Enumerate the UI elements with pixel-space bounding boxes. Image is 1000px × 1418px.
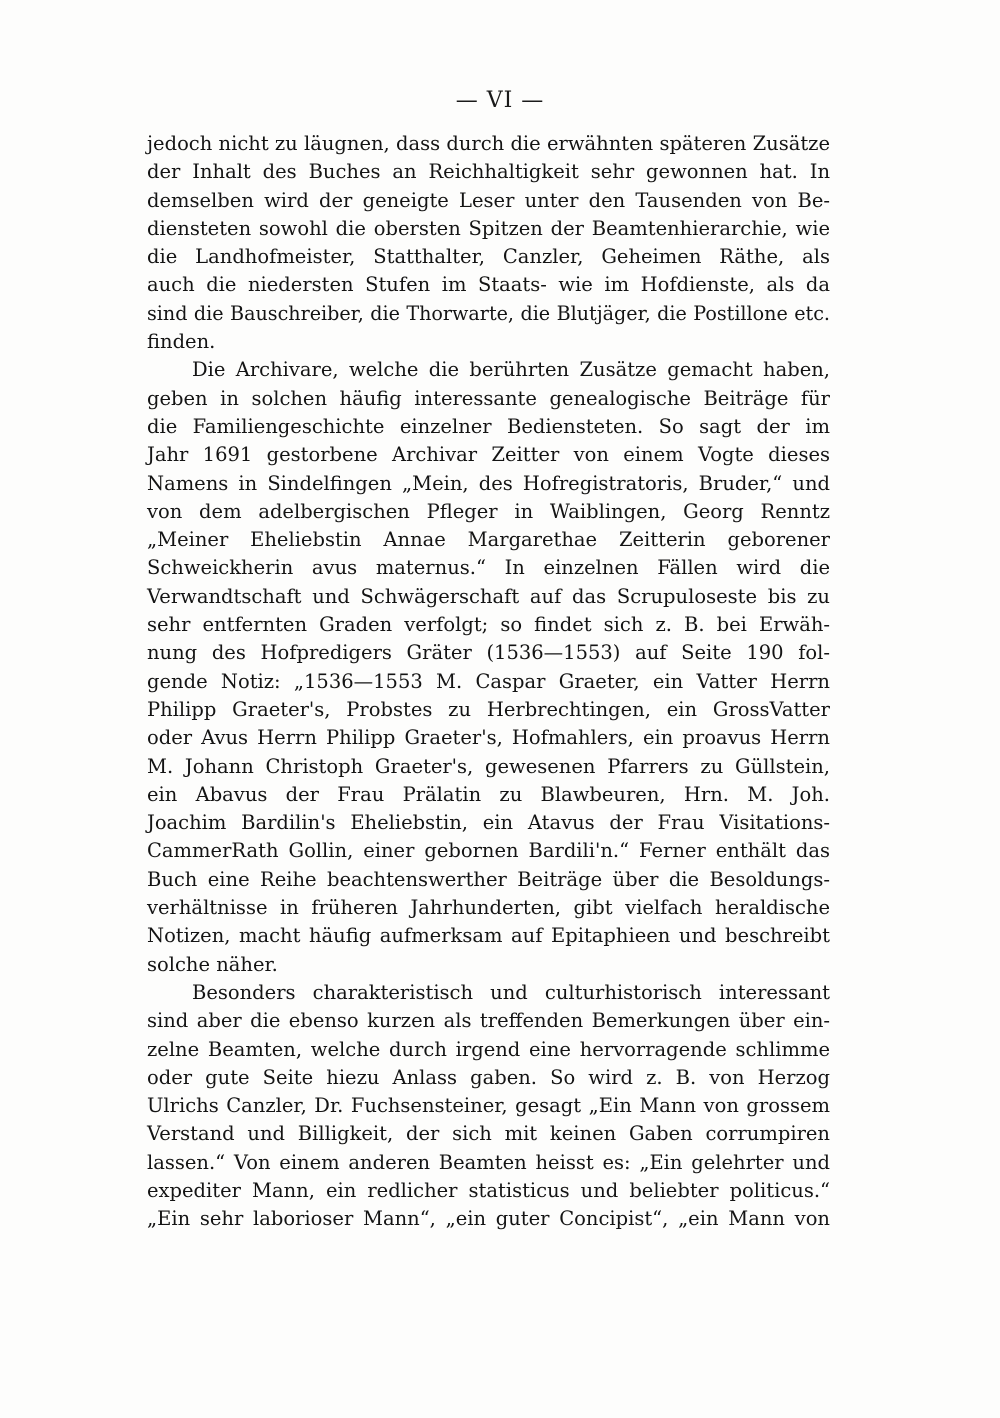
- text-line: ein Abavus der Frau Prälatin zu Blawbeuren, Hrn. M. Joh.: [147, 782, 830, 806]
- text-line: Joachim Bardilin's Eheliebstin, ein Atavus der Frau Visitations-: [147, 811, 830, 835]
- text-line: Besonders charakteristisch und culturhistorisch interessant: [192, 980, 830, 1004]
- text-line: solche näher.: [147, 952, 278, 976]
- text-line: verhältnisse in früheren Jahrhunderten, gibt vielfach heraldische: [147, 896, 830, 920]
- text-line: die Familiengeschichte einzelner Bediensteten. So sagt der im: [147, 414, 830, 438]
- text-line: sind die Bauschreiber, die Thorwarte, die Blutjäger, die Postillone etc.: [147, 301, 830, 325]
- text-line: „Ein sehr laborioser Mann“, „ein guter Concipist“, „ein Mann von: [147, 1207, 830, 1231]
- text-line: „Meiner Eheliebstin Annae Margarethae Zeitterin geborener: [147, 528, 830, 552]
- text-line: jedoch nicht zu läugnen, dass durch die erwähnten späteren Zusätze: [147, 132, 830, 155]
- text-line: oder gute Seite hiezu Anlass gaben. So wird z. B. von Herzog: [147, 1065, 830, 1089]
- text-line: M. Johann Christoph Graeter's, gewesenen Pfarrers zu Güllstein,: [147, 754, 830, 778]
- text-line: zelne Beamten, welche durch irgend eine hervorragende schlimme: [147, 1037, 830, 1061]
- text-line: Ulrichs Canzler, Dr. Fuchsensteiner, gesagt „Ein Mann von grossem: [147, 1094, 830, 1118]
- text-line: auch die niedersten Stufen im Staats- wie im Hofdienste, als da: [147, 273, 830, 297]
- text-line: CammerRath Gollin, einer gebornen Bardili'n.“ Ferner enthält das: [147, 839, 830, 863]
- text-line: nung des Hofpredigers Gräter (1536—1553) auf Seite 190 fol-: [147, 641, 830, 665]
- text-line: geben in solchen häufig interessante genealogische Beiträge für: [147, 386, 830, 410]
- text-line: Notizen, macht häufig aufmerksam auf Epitaphieen und beschreibt: [147, 924, 830, 948]
- page-number: — VI —: [455, 88, 545, 113]
- text-line: Namens in Sindelfingen „Mein, des Hofregistratoris, Bruder,“ und: [147, 471, 830, 495]
- text-line: Verstand und Billigkeit, der sich mit keinen Gaben corrumpiren: [147, 1122, 830, 1146]
- text-line: Jahr 1691 gestorbene Archivar Zeitter von einem Vogte dieses: [147, 443, 830, 467]
- text-line: sehr entfernten Graden verfolgt; so findet sich z. B. bei Erwäh-: [147, 613, 830, 637]
- text-line: die Landhofmeister, Statthalter, Canzler, Geheimen Räthe, als: [147, 245, 830, 269]
- text-line: von dem adelbergischen Pfleger in Waiblingen, Georg Renntz: [147, 499, 830, 523]
- text-line: oder Avus Herrn Philipp Graeter's, Hofmahlers, ein proavus Herrn: [147, 726, 830, 750]
- text-line: Philipp Graeter's, Probstes zu Herbrechtingen, ein GrossVatter: [147, 697, 830, 721]
- text-line: Verwandtschaft und Schwägerschaft auf das Scrupuloseste bis zu: [147, 584, 830, 608]
- body-text: [147, 130, 830, 1234]
- text-line: demselben wird der geneigte Leser unter den Tausenden von Be-: [147, 188, 830, 212]
- text-line: diensteten sowohl die obersten Spitzen der Beamtenhierarchie, wie: [147, 216, 830, 240]
- text-line: lassen.“ Von einem anderen Beamten heisst es: „Ein gelehrter und: [147, 1150, 830, 1174]
- text-line: der Inhalt des Buches an Reichhaltigkeit sehr gewonnen hat. In: [147, 160, 830, 184]
- text-line: Buch eine Reihe beachtenswerther Beiträge über die Besoldungs-: [147, 867, 830, 891]
- text-line: Schweickherin avus maternus.“ In einzelnen Fällen wird die: [147, 556, 830, 580]
- text-line: gende Notiz: „1536—1553 M. Caspar Graeter, ein Vatter Herrn: [147, 669, 830, 693]
- text-line: expediter Mann, ein redlicher statisticus und beliebter politicus.“: [147, 1178, 830, 1202]
- text-line: finden.: [147, 330, 216, 354]
- text-line: sind aber die ebenso kurzen als treffenden Bemerkungen über ein-: [147, 1009, 830, 1033]
- text-line: Die Archivare, welche die berührten Zusätze gemacht haben,: [192, 358, 830, 382]
